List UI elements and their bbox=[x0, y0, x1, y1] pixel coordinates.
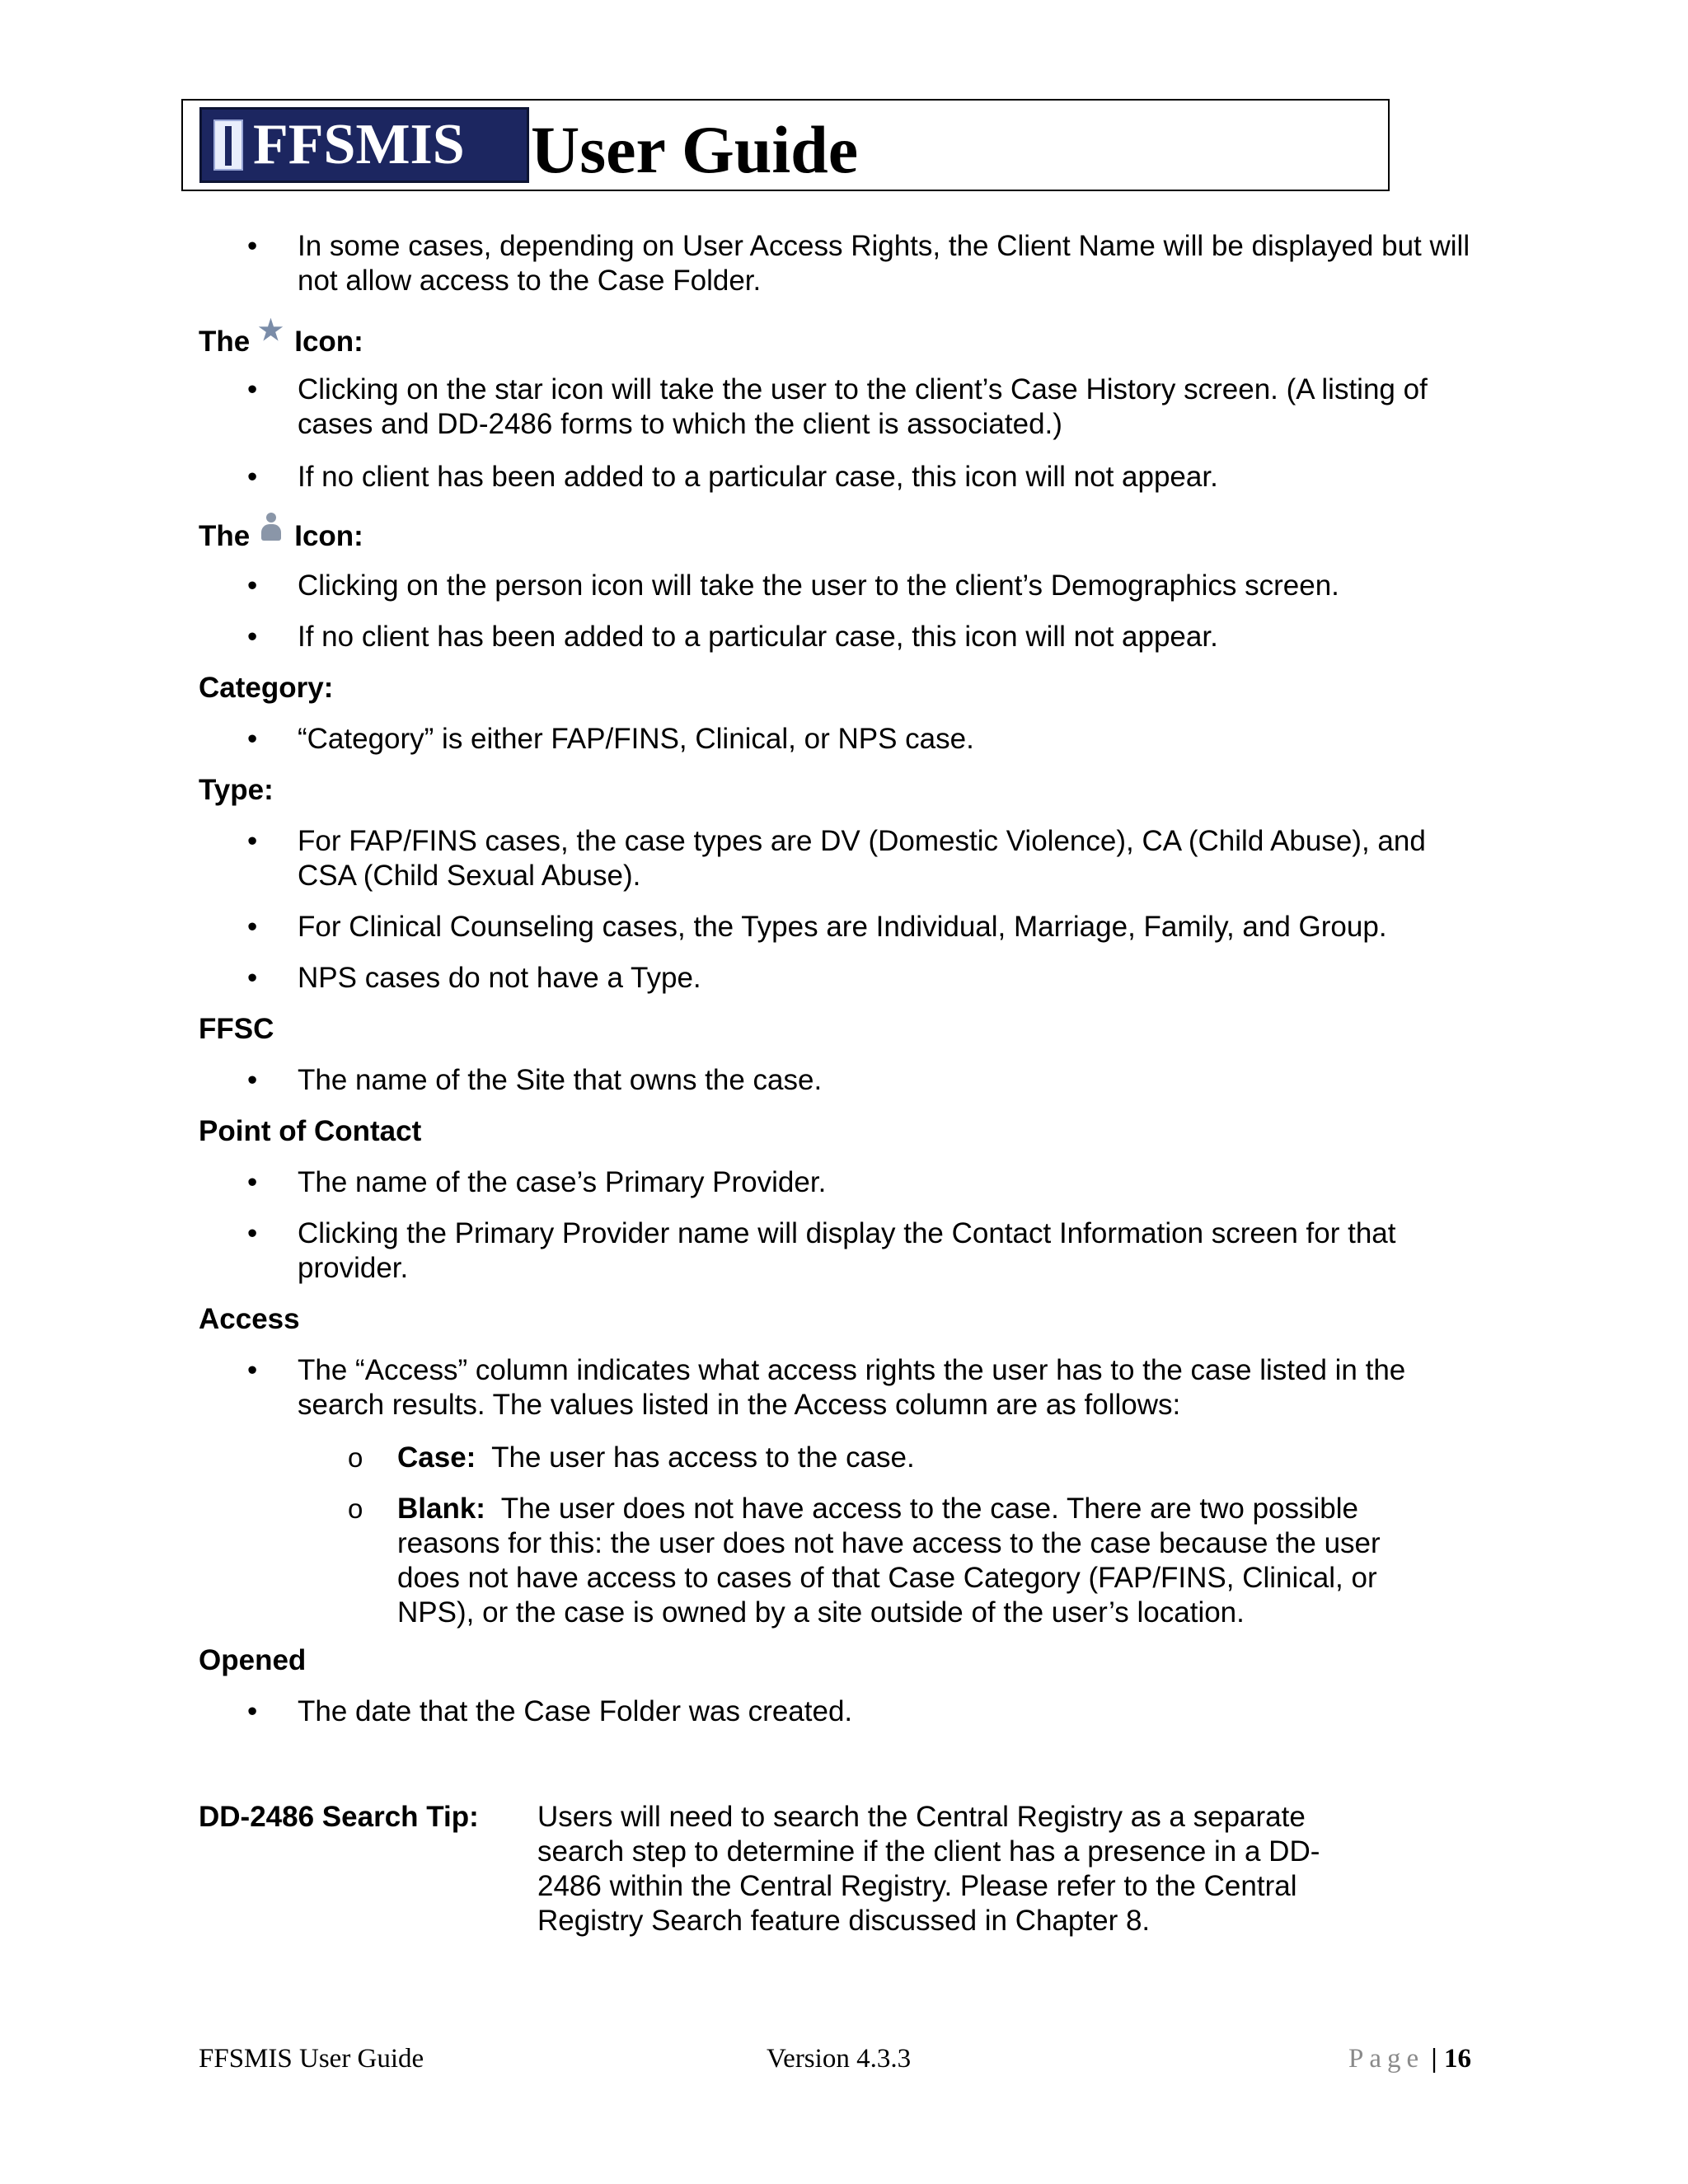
ffsmis-logo bbox=[199, 107, 529, 183]
page-separator: | bbox=[1431, 2044, 1437, 2074]
heading-suffix: Icon: bbox=[294, 520, 363, 552]
list-item: The date that the Case Folder was created. bbox=[298, 1695, 853, 1727]
list-item: Clicking the Primary Provider name will display the Contact Information screen for that provider. bbox=[298, 1217, 1396, 1284]
list-item: The name of the Site that owns the case. bbox=[298, 1064, 823, 1096]
bullet-marker: • bbox=[247, 230, 258, 262]
access-value-text: The user has access to the case. bbox=[476, 1441, 915, 1474]
list-item: For FAP/FINS cases, the case types are DV (Domestic Violence), CA (Child Abuse), and CSA (Child Sexual Abuse). bbox=[298, 825, 1426, 892]
access-value-text: The user does not have access to the case. There are two possible reasons for this: the user does not have access to the case because the user does not have access to cases of that Case Category (FAP/FINS, Clinical, or NPS), or the case is owned by a site outside of the user’s location. bbox=[397, 1493, 1389, 1629]
access-value-blank bbox=[397, 1492, 1428, 1630]
ffsc-heading: FFSC bbox=[199, 1013, 274, 1045]
bullet-marker: • bbox=[247, 373, 258, 405]
list-item: If no client has been added to a particular case, this icon will not appear. bbox=[298, 461, 1218, 493]
person-icon bbox=[261, 513, 281, 541]
bullet-marker: • bbox=[247, 962, 258, 994]
search-tip-body: Users will need to search the Central Registry as a separate search step to determine if the client has a presence in a DD-2486 within the Central Registry. Please refer to the Central Registry Search feature discussed in Chapter 8. bbox=[537, 1801, 1320, 1937]
access-value-label: Case: bbox=[397, 1441, 476, 1474]
list-item: Clicking on the star icon will take the user to the client’s Case History screen. (A listing of cases and DD-2486 forms to which the client is associated.) bbox=[298, 373, 1428, 440]
bullet-marker: • bbox=[247, 621, 258, 653]
footer-version: Version 4.3.3 bbox=[767, 2044, 912, 2074]
page-title: User Guide bbox=[531, 112, 859, 187]
page-header bbox=[181, 99, 1390, 191]
list-item: The name of the case’s Primary Provider. bbox=[298, 1166, 827, 1198]
bullet-marker: • bbox=[247, 825, 258, 857]
logo-text: FFSMIS bbox=[253, 113, 465, 176]
star-icon-heading bbox=[199, 315, 363, 359]
list-item: NPS cases do not have a Type. bbox=[298, 962, 701, 994]
heading-prefix: The bbox=[199, 520, 251, 552]
person-icon-heading bbox=[199, 519, 363, 554]
bullet-marker: • bbox=[247, 569, 258, 602]
bullet-marker: • bbox=[247, 1695, 258, 1727]
page-word: Page bbox=[1348, 2044, 1425, 2074]
intro-bullet: In some cases, depending on User Access Rights, the Client Name will be displayed but will not allow access to the Case Folder. bbox=[298, 230, 1470, 297]
type-heading: Type: bbox=[199, 774, 274, 806]
sub-bullet-marker: o bbox=[348, 1442, 363, 1473]
bullet-marker: • bbox=[247, 1354, 258, 1386]
opened-heading: Opened bbox=[199, 1644, 307, 1676]
list-item: The “Access” column indicates what access rights the user has to the case listed in the search results. The values listed in the Access column are as follows: bbox=[298, 1354, 1406, 1421]
heading-suffix: Icon: bbox=[294, 326, 363, 358]
category-heading: Category: bbox=[199, 672, 334, 704]
sub-bullet-marker: o bbox=[348, 1493, 363, 1524]
pillar-icon bbox=[213, 120, 243, 171]
access-heading: Access bbox=[199, 1303, 300, 1335]
star-icon: ★ bbox=[258, 315, 284, 346]
list-item: “Category” is either FAP/FINS, Clinical, or NPS case. bbox=[298, 723, 974, 755]
list-item: For Clinical Counseling cases, the Types are Individual, Marriage, Family, and Group. bbox=[298, 911, 1387, 943]
search-tip-label: DD-2486 Search Tip: bbox=[199, 1801, 479, 1833]
bullet-marker: • bbox=[247, 1064, 258, 1096]
bullet-marker: • bbox=[247, 723, 258, 755]
list-item: Clicking on the person icon will take the user to the client’s Demographics screen. bbox=[298, 569, 1339, 602]
bullet-marker: • bbox=[247, 461, 258, 493]
access-value-case bbox=[397, 1441, 1436, 1475]
page-number: 16 bbox=[1443, 2044, 1471, 2074]
access-value-label: Blank: bbox=[397, 1493, 485, 1525]
list-item: If no client has been added to a particular case, this icon will not appear. bbox=[298, 621, 1218, 653]
footer-page-number bbox=[1348, 2042, 1471, 2075]
point-of-contact-heading: Point of Contact bbox=[199, 1115, 422, 1147]
heading-prefix: The bbox=[199, 326, 251, 358]
bullet-marker: • bbox=[247, 1166, 258, 1198]
bullet-marker: • bbox=[247, 911, 258, 943]
footer-doc-title: FFSMIS User Guide bbox=[199, 2044, 424, 2074]
bullet-marker: • bbox=[247, 1217, 258, 1249]
